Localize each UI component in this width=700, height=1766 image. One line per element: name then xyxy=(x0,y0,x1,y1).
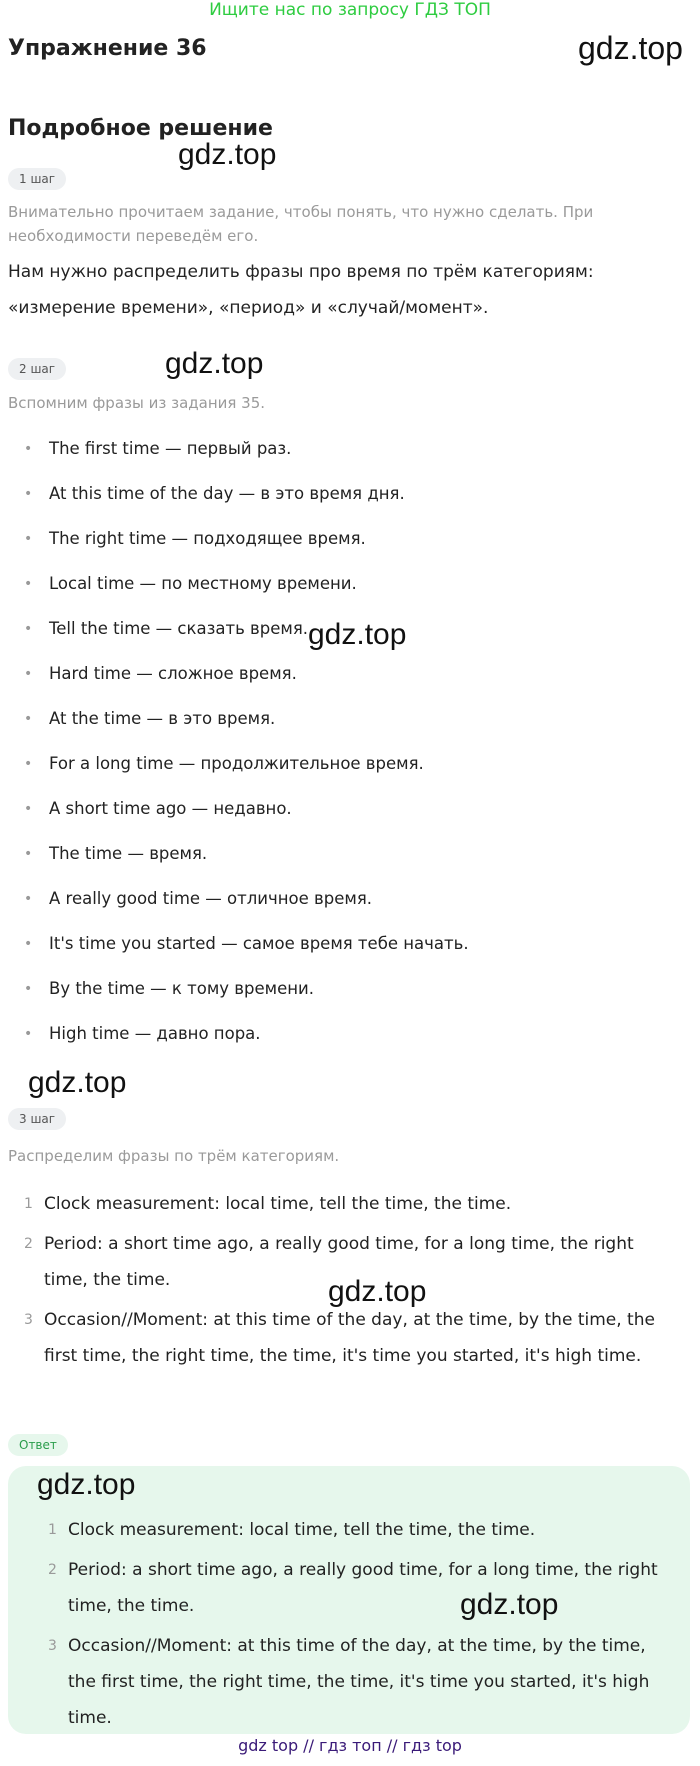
watermark: gdz.top xyxy=(328,1275,427,1308)
list-item: • The right time — подходящее время. xyxy=(8,526,688,571)
answer-list xyxy=(32,1512,672,1736)
list-item xyxy=(32,1512,672,1548)
answer-badge-label: Ответ xyxy=(8,1434,68,1456)
list-item-text: Occasion//Moment: at this time of the day, at the time, by the time, the first time, the right time, the time, it's time you started, it's high time. xyxy=(44,1310,655,1366)
list-number: 1 xyxy=(24,1196,33,1212)
list-item: • Hard time — сложное время. xyxy=(8,661,688,706)
list-item-text: Occasion//Moment: at this time of the day, at the time, by the time, the first time, the right time, the time, it's time you started, it's high time. xyxy=(68,1636,650,1728)
list-number: 2 xyxy=(48,1562,57,1578)
watermark: gdz.top xyxy=(165,347,264,380)
list-item: • By the time — к тому времени. xyxy=(8,976,688,1021)
list-item: • Local time — по местному времени. xyxy=(8,571,688,616)
list-number: 3 xyxy=(24,1312,33,1328)
list-item: • It's time you started — самое время тебе начать. xyxy=(8,931,688,976)
list-item: • Tell the time — сказать время. xyxy=(8,616,688,661)
phrase-list xyxy=(8,436,688,1066)
watermark: gdz.top xyxy=(178,138,277,171)
list-item: • The time — время. xyxy=(8,841,688,886)
watermark: gdz.top xyxy=(460,1588,559,1621)
step-3-badge xyxy=(8,1108,66,1130)
step-badge-label: 1 шаг xyxy=(8,168,66,190)
footer-links[interactable]: gdz top // гдз топ // гдз top xyxy=(238,1736,462,1755)
list-item: • A really good time — отличное время. xyxy=(8,886,688,931)
list-item-text: Period: a short time ago, a really good time, for a long time, the right time, the time. xyxy=(44,1234,634,1290)
step-2-hint: Вспомним фразы из задания 35. xyxy=(8,394,266,412)
list-item xyxy=(8,1186,680,1222)
watermark: gdz.top xyxy=(578,30,683,66)
list-item: • A short time ago — недавно. xyxy=(8,796,688,841)
step-badge-label: 2 шаг xyxy=(8,358,66,380)
watermark: gdz.top xyxy=(308,618,407,651)
watermark: gdz.top xyxy=(28,1066,127,1099)
page-title: Упражнение 36 xyxy=(8,36,207,61)
list-item xyxy=(32,1628,672,1736)
list-item xyxy=(8,1302,680,1374)
list-item: • At the time — в это время. xyxy=(8,706,688,751)
list-number: 1 xyxy=(48,1522,57,1538)
step-2-badge xyxy=(8,358,66,380)
list-item: • At this time of the day — в это время дня. xyxy=(8,481,688,526)
list-item xyxy=(32,1552,672,1624)
list-item: • The first time — первый раз. xyxy=(8,436,688,481)
list-item-text: Period: a short time ago, a really good time, for a long time, the right time, the time. xyxy=(68,1560,658,1616)
answer-badge xyxy=(8,1434,68,1456)
step-1-text: Нам нужно распределить фразы про время по трём категориям: «измерение времени», «период» и «случай/момент». xyxy=(8,262,594,318)
list-item: • High time — давно пора. xyxy=(8,1021,688,1066)
step-badge-label: 3 шаг xyxy=(8,1108,66,1130)
watermark: gdz.top xyxy=(37,1468,136,1501)
step-3-hint: Распределим фразы по трём категориям. xyxy=(8,1147,340,1165)
step-1-hint: Внимательно прочитаем задание, чтобы понять, что нужно сделать. При необходимости переведём его. xyxy=(8,203,594,245)
step-1-badge xyxy=(8,168,66,190)
list-number: 2 xyxy=(24,1236,33,1252)
list-item-text: Clock measurement: local time, tell the time, the time. xyxy=(68,1520,536,1540)
list-item: • For a long time — продолжительное время. xyxy=(8,751,688,796)
search-banner: Ищите нас по запросу ГДЗ ТОП xyxy=(209,0,491,20)
list-item-text: Clock measurement: local time, tell the time, the time. xyxy=(44,1194,512,1214)
section-heading: Подробное решение xyxy=(8,116,273,141)
list-number: 3 xyxy=(48,1638,57,1654)
